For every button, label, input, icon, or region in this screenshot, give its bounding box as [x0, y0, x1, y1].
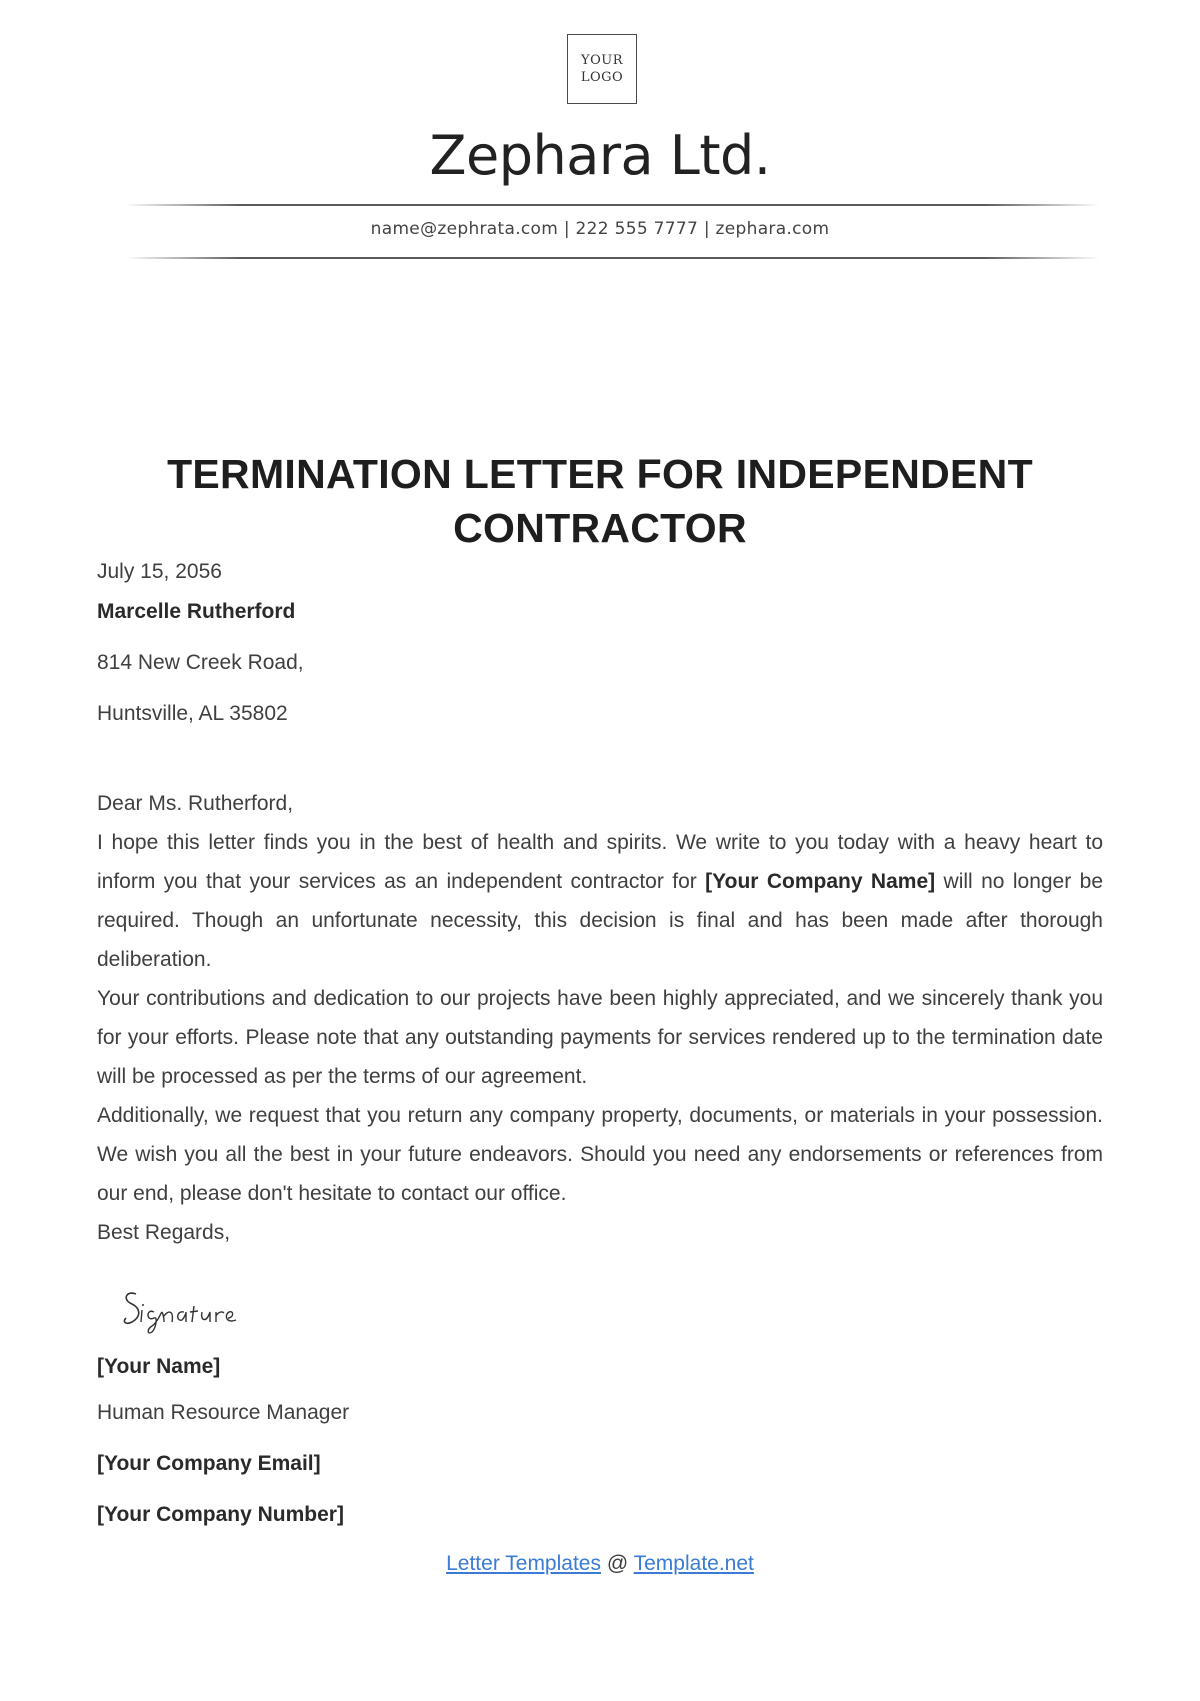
company-name: Zephara Ltd.: [429, 124, 771, 187]
body-paragraph-3: Additionally, we request that you return any company property, documents, or materials in your possession. We wish you all the best in your future endeavors. Should you need any endorsements or references from our end, please don't hesitate to contact our office.: [97, 1104, 1103, 1205]
company-name-placeholder: [Your Company Name]: [705, 870, 936, 893]
letter-date: July 15, 2056: [97, 560, 222, 583]
sender-title: Human Resource Manager: [97, 1401, 350, 1424]
footer-separator: @: [606, 1552, 629, 1575]
letter-title: TERMINATION LETTER FOR INDEPENDENT CONTRACTOR: [167, 451, 1033, 551]
header-divider-bottom: [125, 257, 1100, 259]
signature-image: [118, 1278, 278, 1338]
body-paragraph-1: [97, 823, 1103, 979]
template-net-link[interactable]: Template.net: [633, 1552, 754, 1575]
salutation: Dear Ms. Rutherford,: [97, 792, 294, 815]
footer-credit: [0, 1552, 1200, 1576]
company-logo: [567, 34, 637, 104]
closing: Best Regards,: [97, 1221, 231, 1244]
sender-company-email: [Your Company Email]: [97, 1452, 321, 1475]
header-divider-top: [125, 204, 1100, 206]
sender-company-number: [Your Company Number]: [97, 1503, 344, 1526]
logo-text-line2: LOGO: [580, 70, 624, 85]
recipient-address-line1: 814 New Creek Road,: [97, 651, 304, 674]
recipient-name: Marcelle Rutherford: [97, 600, 296, 623]
body-paragraph-2: Your contributions and dedication to our projects have been highly appreciated, and we sincerely thank you for your efforts. Please note that any outstanding payments for services rendered up to the termination date will be processed as per the terms of our agreement.: [97, 987, 1103, 1088]
body-paragraph-1-text-b: will no longer be required. Though an unfortunate necessity, this decision is final and has been made after thorough deliberation.: [97, 870, 1103, 971]
company-contact-info: name@zephrata.com | 222 555 7777 | zephara.com: [370, 219, 830, 239]
body-paragraph-1-text-a: I hope this letter finds you in the best of health and spirits. We write to you today with a heavy heart to inform you that your services as an independent contractor for: [97, 831, 1103, 893]
letter-templates-link[interactable]: Letter Templates: [446, 1552, 601, 1575]
sender-name: [Your Name]: [97, 1355, 221, 1378]
logo-text-line1: YOUR: [581, 53, 623, 68]
recipient-address-line2: Huntsville, AL 35802: [97, 702, 288, 725]
